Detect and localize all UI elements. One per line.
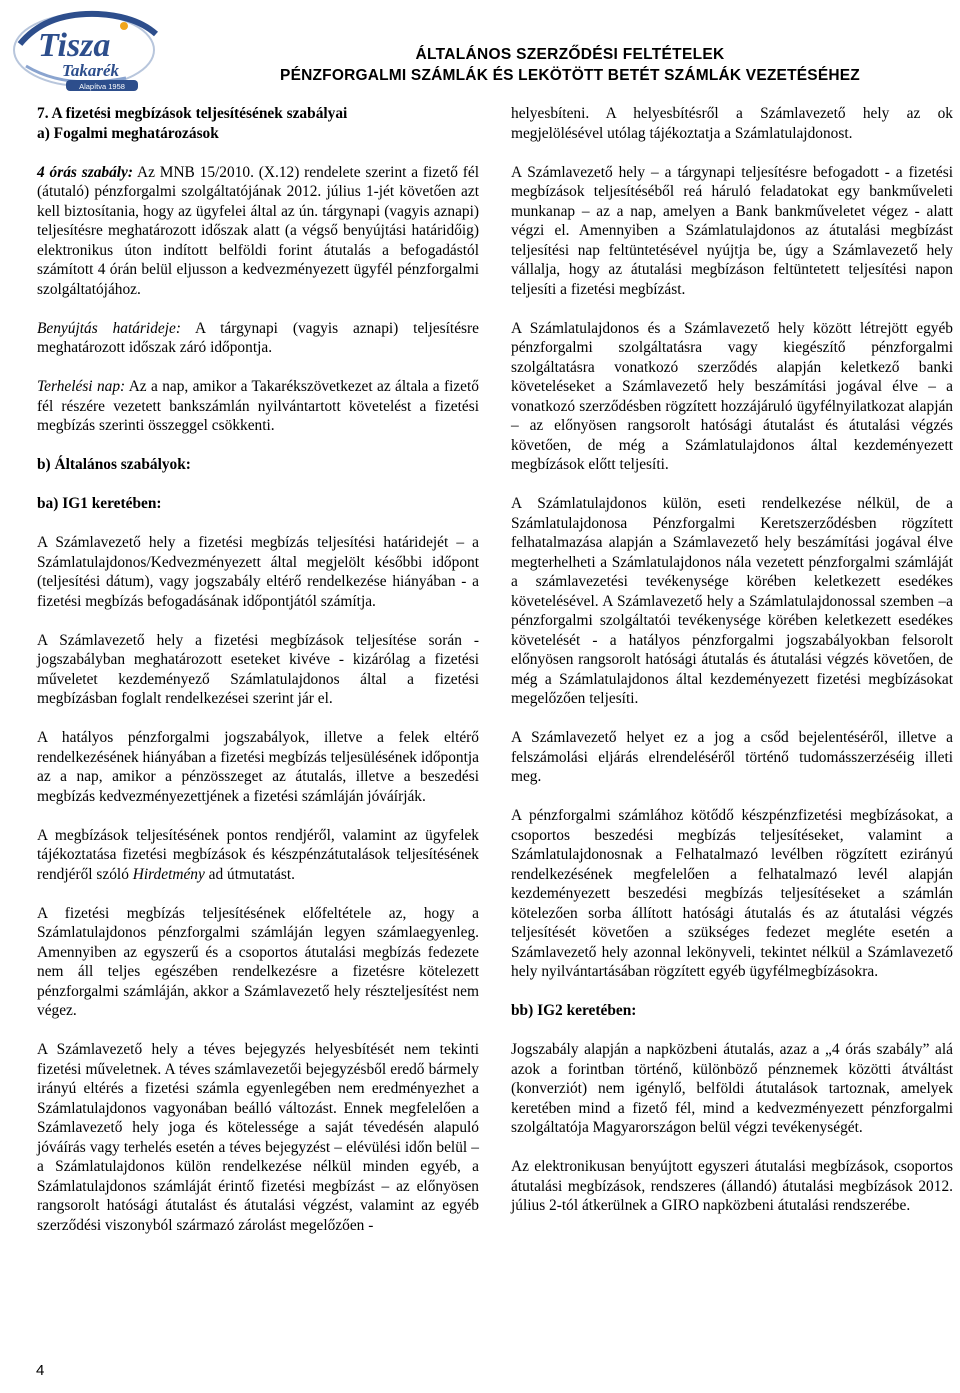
paragraph: Az elektronikusan benyújtott egyszeri átutalási megbízások, csoportos átutalási megbízások, rendszeres (állandó) átutalási megbízások 2012. július 2-tól átkerülnek a GIRO napközbeni átutalási rendszerébe. [511,1158,953,1214]
logo-main-text: Tisza [38,27,111,64]
section-heading-7: 7. A fizetési megbízások teljesítésének szabályai [37,105,348,122]
logo-sub-text: Takarék [62,61,119,80]
page-number: 4 [36,1362,45,1379]
subsection-heading-ba: ba) IG1 keretében: [37,495,162,512]
paragraph-hirdetmeny [37,826,479,885]
paragraph: A Számlavezető hely a téves bejegyzés helyesbítését nem tekinti fizetési műveletnek. A téves számlavezetői bejegyzésből eredő bármely irányú eltérés a fizetési számla egyenlegében nem eredményezhet a Számlatulajdonos vagyonában beálló változást. Ennek megfelelően a Számlavezető hely joga és kötelessége a saját tévedésén alapuló jóváírás vagy terhelés esetén a téves bejegyzést – elévülési időn belül – a Számlatulajdonos külön rendelkezése nélkül minden egyéb, a Számlatulajdonos számláját érintő fizetési megbízást – az előnyösen rangsorolt hatósági átutalást és átutalási végzést, valamint az egyéb szerződési viszonyból származó zárolást megelőzően - [37,1041,479,1234]
logo-since-text: Alapítva 1958 [79,82,125,91]
left-column [37,104,479,1255]
paragraph: A fizetési megbízás teljesítésének előfeltétele az, hogy a Számlatulajdonos pénzforgalmi számláján legyen számlaegyenleg. Amennyiben az egyszerű és a csoportos átutalási megbízás fedezete nem áll teljes egészében rendelkezésre a fizetésre kötelezett pénzforgalmi számláján, akkor a Számlavezető hely részteljesítést nem végez. [37,904,479,1019]
paragraph-submission-deadline [37,319,479,358]
paragraph-text: A tárgynapi (vagyis aznapi) teljesítésre meghatározott időszak záró időpontja. [37,319,479,356]
logo-graphic [6,4,166,94]
term-submission-deadline: Benyújtás határideje: [37,319,181,337]
paragraph: A Számlatulajdonos és a Számlavezető hely között létrejött egyéb pénzforgalmi szolgáltatásra vagy kiegészítő pénzforgalmi szolgáltatásra vonatkozó szerződés alapján keletkező banki követeléseket a Számlavezető hely beszámítási jogával élve – a vonatkozó szerződésben rögzített hozzájáruló ügyfélnyilatkozat alapján – az előnyösen rangsorolt hatósági átutalást és átutalási végzés követően, de még a Számlatulajdonos által kezdeményezett megbízások előtt teljesíti. [511,319,953,473]
subsection-heading-a: a) Fogalmi meghatározások [37,124,219,142]
paragraph: helyesbíteni. A helyesbítésről a Számlavezető hely az ok megjelölésével utólag tájékoztatja a Számlatulajdonost. [511,105,953,142]
paragraph-debit-day [37,377,479,436]
paragraph: Jogszabály alapján a napközbeni átutalás, azaz a „4 órás szabály” alá azok a forintban történő, különböző pénznemek közötti átváltást (konverziót) nem igénylő, belföldi átutalások tartoznak, amelyek keretében mind a fizető fél, mind a kedvezményezett pénzforgalmi szolgáltatója Magyarországon belül végzi tevékenységét. [511,1041,953,1136]
tisza-takarek-logo [6,4,166,94]
document-title: ÁLTALÁNOS SZERZŐDÉSI FELTÉTELEK [415,46,725,63]
paragraph-text: Az MNB 15/2010. (X.12) rendelete szerint a fizető fél (átutaló) pénzforgalmi szolgáltatójának 2012. július 1-jét követően azt kell biztosítania, hogy az ügyfelei által az ún. tárgynapi (vagyis aznapi) teljesítésre meghatározott időszak alatt (a végső benyújtási határidőig) elektronikus úton indított belföldi forint átutalás a befogadástól számított 4 órán belül eljusson a kedvezményezett ügyfél pénzforgalmi szolgáltatójához. [37,163,479,298]
paragraph-text: A megbízások teljesítésének pontos rendjéről, valamint az ügyfelek tájékoztatása fizetési megbízások és készpénzátutalások teljesítésének rendjéről szóló [37,826,479,883]
subsection-heading-b: b) Általános szabályok: [37,456,191,473]
term-4-hour-rule: 4 órás szabály: [37,163,134,181]
paragraph: A hatályos pénzforgalmi jogszabályok, illetve a felek eltérő rendelkezésének hiányában a fizetési megbízás teljesülésének időpontja az a nap, amikor a pénzösszeget az átutalás, illetve a beszedési megbízás kedvezményezettjének a fizetési számláján jóváírják. [37,729,479,805]
paragraph: A pénzforgalmi számlához kötődő készpénzfizetési megbízásokat, a csoportos beszedési megbízás teljesítéseket, valamint a Számlatulajdonosnak a Felhatalmazó levélben rögzített ezirányú rendelkezésének megfelelően a felhatalmazó levél alapján kezdeményezett beszedési megbízás teljesítéseket a számlán kötelezően sorba állított hatósági átutalás és az átutalási végzés teljesítését követően a szükséges fedezet megléte esetén a Számlavezető hely azonnal lekönyveli, tekintet nélkül a Számlavezető hely nyilvántartásában rögzített egyéb ügyfélmegbízásokra. [511,807,953,980]
right-column [511,104,953,1235]
term-debit-day: Terhelési nap: [37,378,126,395]
hirdetmeny-term: Hirdetmény [132,865,205,883]
paragraph-text: Az a nap, amikor a Takarékszövetkezet az általa a fizető fél részére vezetett bankszámlán nyilvántartott követelést a fizetési megbízás szerinti összeggel csökkenti. [37,378,479,434]
document-subtitle: PÉNZFORGALMI SZÁMLÁK ÉS LEKÖTÖTT BETÉT SZÁMLÁK VEZETÉSÉHEZ [280,67,860,84]
paragraph: A Számlatulajdonos külön, eseti rendelkezése nélkül, de a Számlatulajdonosa Pénzforgalmi Keretszerződésben rögzített felhatalmazása alapján a Számlavezető hely beszámítási jogával élve megterhelheti a Számlatulajdonos nála vezetett pénzforgalmi számláját a számlavezetési tevékenysége körében keletkezett esedékes követelésével. A Számlavezető hely a Számlatulajdonossal szemben –a pénzforgalmi szolgáltatói tevékenysége körében keletkezett esedékes követelését - a hatályos pénzforgalmi jogszabályokban felsorolt előnyösen rangsorolt hatósági átutalás és átutalási végzés követően, de még a Számlatulajdonos által kezdeményezett fizetési megbízásokat megelőzően teljesíti. [511,495,953,707]
paragraph-4-hour-rule [37,163,479,300]
paragraph: A Számlavezető hely a fizetési megbízás teljesítési határidejét – a Számlatulajdonos/Kedvezményezett által megjelölt későbbi időpont (teljesítési dátum), vagy jogszabály eltérő rendelkezése hiányában - a fizetési megbízás befogadásának időpontjától számítja. [37,534,479,610]
paragraph: A Számlavezető hely – a tárgynapi teljesítésre befogadott - a fizetési megbízások teljesítéséből reá háruló feladatokat egy bankműveleti munkanap – az a nap, amelyen a Bank bankműveletet végez - alatt végzi el. Amennyiben a Számlatulajdonos az átutalási megbízást teljesítési nap feltüntetésével nyújtja be, úgy a Számlavezető hely vállalja, hogy az átutalási megbízáson feltüntetett teljesítési napon teljesíti a fizetési megbízást. [511,163,953,298]
subsection-heading-bb: bb) IG2 keretében: [511,1002,637,1019]
paragraph-text: ad útmutatást. [204,865,296,883]
paragraph: A Számlavezető hely a fizetési megbízások teljesítése során - jogszabályban meghatározott eseteket kivéve - kizárólag a fizetési műveletet kezdeményező Számlatulajdonos által a fizetési megbízásban foglalt rendelkezései szerint jár el. [37,631,479,707]
paragraph: A Számlavezető helyet ez a jog a csőd bejelentéséről, illetve a felszámolási eljárás elrendeléséről történő tudomásszerzéséig illeti meg. [511,729,953,785]
